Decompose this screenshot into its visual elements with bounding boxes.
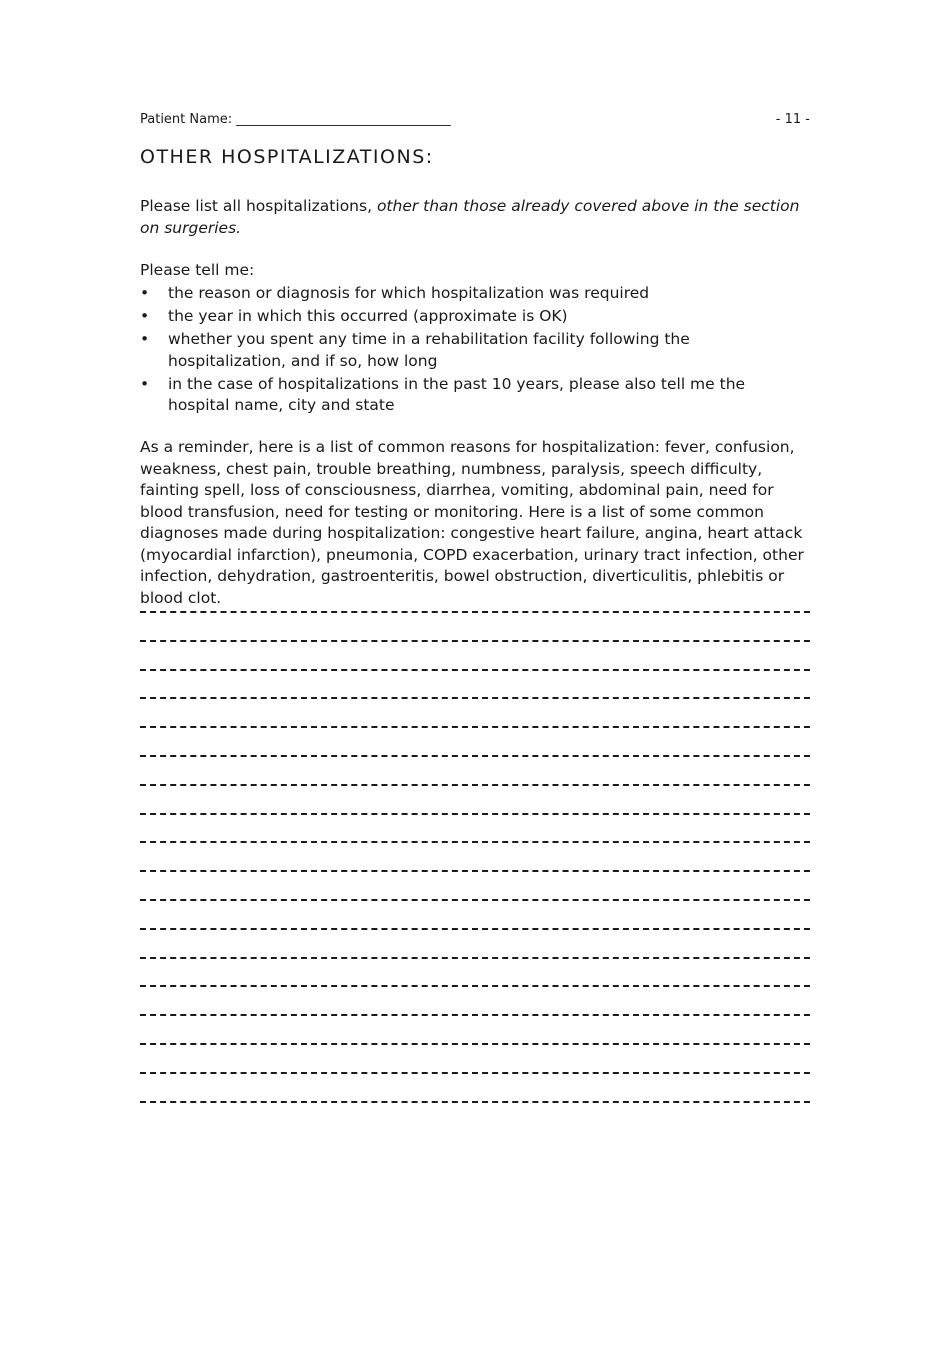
bullet-icon: • (140, 374, 150, 393)
list-item-text: the reason or diagnosis for which hospitalization was required (168, 284, 650, 302)
answer-line[interactable] (140, 601, 810, 630)
answer-line[interactable] (140, 975, 810, 1004)
page-number: - 11 - (775, 112, 810, 127)
list-item-text: the year in which this occurred (approximate is OK) (168, 307, 568, 325)
answer-line-rule (140, 640, 810, 642)
answer-line[interactable] (140, 860, 810, 889)
answer-area[interactable] (140, 601, 810, 1119)
answer-line[interactable] (140, 889, 810, 918)
tell-me-label: Please tell me: (140, 261, 255, 279)
answer-line[interactable] (140, 1033, 810, 1062)
answer-line-rule (140, 1101, 810, 1103)
list-item-text: in the case of hospitalizations in the past 10 years, please also tell me the hospital name, city and state (168, 374, 746, 414)
answer-line[interactable] (140, 1091, 810, 1120)
answer-line-rule (140, 697, 810, 699)
answer-line-rule (140, 1014, 810, 1016)
answer-line-rule (140, 870, 810, 872)
answer-line-rule (140, 611, 810, 613)
answer-line[interactable] (140, 947, 810, 976)
answer-line[interactable] (140, 1062, 810, 1091)
answer-line-rule (140, 841, 810, 843)
answer-line[interactable] (140, 803, 810, 832)
answer-line-rule (140, 1072, 810, 1074)
answer-line-rule (140, 755, 810, 757)
answer-line[interactable] (140, 716, 810, 745)
answer-line[interactable] (140, 831, 810, 860)
answer-line-rule (140, 899, 810, 901)
answer-line-rule (140, 784, 810, 786)
answer-line[interactable] (140, 687, 810, 716)
list-item (140, 329, 810, 372)
page-header (140, 112, 810, 132)
bullet-icon: • (140, 284, 150, 302)
list-item (140, 283, 810, 305)
intro-text: Please list all hospitalizations, (140, 197, 377, 215)
list-item (140, 374, 810, 417)
intro-paragraph (140, 196, 810, 239)
bullet-icon: • (140, 307, 150, 325)
answer-line[interactable] (140, 659, 810, 688)
reminder-paragraph: As a reminder, here is a list of common reasons for hospitalization: fever, confusion, weakness, chest pain, trouble breathing, numbness, paralysis, speech difficulty, fainting spell, loss of consciousness, diarrhea, vomiting, abdominal pain, need for blood transfusion, need for testing or monitoring. Here is a list of some common diagnoses made during hospitalization: congestive heart failure, angina, heart attack (myocardial infarction), pneumonia, COPD exacerbation, urinary tract infection, other infection, dehydration, gastroenteritis, bowel obstruction, diverticulitis, phlebitis or blood clot. (140, 438, 804, 607)
intro-italic-text: other than those already covered above in the section on surgeries. (140, 197, 800, 237)
answer-line-rule (140, 813, 810, 815)
answer-line-rule (140, 957, 810, 959)
answer-line-rule (140, 726, 810, 728)
instruction-list (140, 283, 810, 418)
answer-line-rule (140, 985, 810, 987)
answer-line[interactable] (140, 918, 810, 947)
list-item-text: whether you spent any time in a rehabilitation facility following the hospitalization, and if so, how long (168, 330, 690, 370)
answer-line[interactable] (140, 774, 810, 803)
answer-line-rule (140, 928, 810, 930)
bullet-icon: • (140, 330, 150, 348)
patient-name-field[interactable]: Patient Name: _________________________________ (140, 112, 451, 127)
answer-line[interactable] (140, 1004, 810, 1033)
answer-line-rule (140, 669, 810, 671)
answer-line[interactable] (140, 630, 810, 659)
answer-line[interactable] (140, 745, 810, 774)
list-item (140, 306, 810, 328)
answer-line-rule (140, 1043, 810, 1045)
section-title: OTHER HOSPITALIZATIONS: (140, 146, 434, 168)
